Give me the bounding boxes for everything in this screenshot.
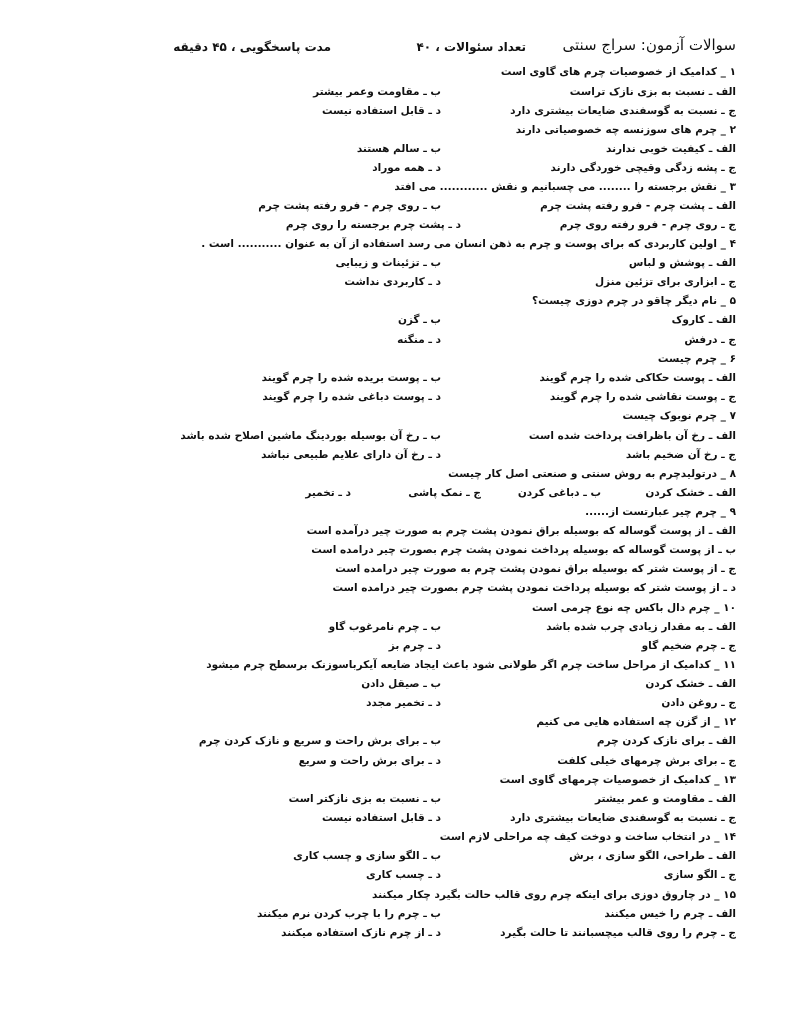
q6-option-a: الف ـ پوست حکاکی شده را چرم گویند bbox=[539, 372, 736, 384]
exam-title: سوالات آزمون: سراج سنتی bbox=[562, 36, 736, 54]
q15-option-c: ج ـ چرم را روی قالب میچسبانند تا حالت بگیرد bbox=[500, 927, 736, 939]
q13-option-a: الف ـ مقاومت و عمر بیشتر bbox=[594, 793, 736, 805]
question-5: ۵ _ نام دیگر چاقو در چرم دوزی چیست؟ bbox=[532, 295, 736, 307]
q4-option-a: الف ـ پوشش و لباس bbox=[628, 257, 736, 269]
question-4: ۴ _ اولین کاربردی که برای پوست و چرم به ذهن انسان می رسد استفاده از آن به عنوان ........... است . bbox=[201, 238, 736, 250]
q3-option-d: د ـ پشت چرم برجسته را روی چرم bbox=[285, 219, 461, 231]
question-8: ۸ _ درتولیدچرم به روش سنتی و صنعتی اصل کار چیست bbox=[448, 468, 736, 480]
q1-option-b: ب ـ مقاومت وعمر بیشتر bbox=[313, 86, 441, 98]
q6-option-b: ب ـ پوست بریده شده را چرم گویند bbox=[261, 372, 441, 384]
question-12: ۱۲ _ از گزن چه استفاده هایی می کنیم bbox=[536, 716, 736, 728]
question-2: ۲ _ چرم های سوزنسه چه خصوصیاتی دارند bbox=[515, 124, 736, 136]
q9-option-c: ج ـ از پوست شتر که بوسیله براق نمودن پشت چرم به صورت چیر درامده است bbox=[335, 563, 736, 575]
q11-option-b: ب ـ صیقل دادن bbox=[361, 678, 441, 690]
q12-option-b: ب ـ برای برش راحت و سریع و نازک کردن چرم bbox=[198, 735, 441, 747]
q15-option-b: ب ـ چرم را با چرب کردن نرم میکنند bbox=[256, 908, 441, 920]
question-9: ۹ _ چرم چیر عبارتست از...... bbox=[585, 506, 736, 518]
q1-option-a: الف ـ نسبت به بزی نازک تراست bbox=[569, 86, 736, 98]
q3-option-c: ج ـ روی چرم - فرو رفته روی چرم bbox=[559, 219, 736, 231]
q8-option-b: ب ـ دباغی کردن bbox=[517, 487, 601, 499]
q6-option-d: د ـ پوست دباغی شده را چرم گویند bbox=[262, 391, 441, 403]
q1-option-d: د ـ قابل استفاده نیست bbox=[321, 105, 441, 117]
question-11: ۱۱ _ کدامیک از مراحل ساخت چرم اگر طولانی شود باعث ایجاد ضایعه آیکرباسوزنک برسطح چرم میشود bbox=[206, 659, 736, 671]
q3-option-a: الف ـ پشت چرم - فرو رفته پشت چرم bbox=[540, 200, 736, 212]
q5-option-c: ج ـ درفش bbox=[684, 334, 736, 346]
question-14: ۱۴ _ در انتخاب ساخت و دوخت کیف چه مراحلی لازم است bbox=[439, 831, 736, 843]
q5-option-a: الف ـ کاروک bbox=[671, 314, 736, 326]
q12-option-d: د ـ برای برش راحت و سریع bbox=[298, 755, 441, 767]
q7-option-a: الف ـ رخ آن باظرافت پرداخت شده است bbox=[528, 430, 736, 442]
q13-option-b: ب ـ نسبت به بزی نازکتر است bbox=[288, 793, 441, 805]
question-15: ۱۵ _ در چاروق دوزی برای اینکه چرم روی قالب حالت بگیرد چکار میکنند bbox=[372, 889, 736, 901]
q14-option-c: ج ـ الگو سازی bbox=[663, 869, 736, 881]
q13-option-d: د ـ قابل استفاده نیست bbox=[321, 812, 441, 824]
question-1: ۱ _ کدامیک از خصوصیات چرم های گاوی است bbox=[500, 66, 736, 78]
q10-option-c: ج ـ چرم ضخیم گاو bbox=[641, 640, 736, 652]
q7-option-d: د ـ رخ آن دارای علایم طبیعی نباشد bbox=[261, 449, 441, 461]
q2-option-d: د ـ همه موراد bbox=[372, 162, 441, 174]
q7-option-b: ب ـ رخ آن بوسیله بوردینگ ماشین اصلاح شده باشد bbox=[180, 430, 441, 442]
question-7: ۷ _ چرم نوبوک چیست bbox=[622, 410, 736, 422]
q9-option-b: ب ـ از پوست گوساله که بوسیله پرداخت نمودن پشت چرم بصورت چیر درامده است bbox=[311, 544, 736, 556]
q10-option-b: ب ـ چرم نامرغوب گاو bbox=[328, 621, 441, 633]
q10-option-a: الف ـ به مقدار زیادی چرب شده باشد bbox=[546, 621, 736, 633]
q4-option-c: ج ـ ابزاری برای تزئین منزل bbox=[594, 276, 736, 288]
q5-option-d: د ـ منگنه bbox=[397, 334, 441, 346]
question-13: ۱۳ _ کدامیک از خصوصیات چرمهای گاوی است bbox=[499, 774, 736, 786]
q9-option-a: الف ـ از پوست گوساله که بوسیله براق نمودن پشت چرم به صورت چیر درآمده است bbox=[306, 525, 736, 537]
q2-option-b: ب ـ سالم هستند bbox=[356, 143, 441, 155]
q11-option-a: الف ـ خشک کردن bbox=[645, 678, 736, 690]
q4-option-b: ب ـ تزئینات و زیبایی bbox=[335, 257, 441, 269]
q14-option-b: ب ـ الگو سازی و چسب کاری bbox=[293, 850, 441, 862]
q7-option-c: ج ـ رخ آن ضخیم باشد bbox=[625, 449, 736, 461]
q4-option-d: د ـ کاربردی نداشت bbox=[344, 276, 441, 288]
q14-option-d: د ـ چسب کاری bbox=[365, 869, 441, 881]
q2-option-c: ج ـ پشه زدگی وقیچی خوردگی دارند bbox=[550, 162, 736, 174]
q14-option-a: الف ـ طراحی، الگو سازی ، برش bbox=[569, 850, 736, 862]
q12-option-c: ج ـ برای برش چرمهای خیلی کلفت bbox=[557, 755, 736, 767]
q11-option-c: ج ـ روغن دادن bbox=[661, 697, 736, 709]
q9-option-d: د ـ از پوست شتر که بوسیله پرداخت نمودن پشت چرم بصورت چیر درامده است bbox=[332, 582, 736, 594]
question-count: تعداد سئوالات ، ۴۰ bbox=[416, 40, 526, 54]
q8-option-d: د ـ تخمیر bbox=[305, 487, 351, 499]
q11-option-d: د ـ تخمیر مجدد bbox=[366, 697, 441, 709]
q13-option-c: ج ـ نسبت به گوسفندی ضایعات بیشتری دارد bbox=[510, 812, 736, 824]
q3-option-b: ب ـ روی چرم - فرو رفته پشت چرم bbox=[258, 200, 441, 212]
question-10: ۱۰ _ چرم دال باکس چه نوع چرمی است bbox=[532, 602, 736, 614]
question-3: ۳ _ نقش برجسته را ........ می چسبانیم و نقش ............ می افتد bbox=[394, 181, 736, 193]
q8-option-a: الف ـ خشک کردن bbox=[645, 487, 736, 499]
q15-option-a: الف ـ چرم را خیس میکنند bbox=[604, 908, 736, 920]
q1-option-c: ج ـ نسبت به گوسفندی ضایعات بیشتری دارد bbox=[510, 105, 736, 117]
q12-option-a: الف ـ برای نازک کردن چرم bbox=[596, 735, 736, 747]
q15-option-d: د ـ از چرم نازک استفاده میکنند bbox=[281, 927, 441, 939]
q8-option-c: ج ـ نمک پاشی bbox=[408, 487, 481, 499]
question-6: ۶ _ چرم چیست bbox=[657, 353, 736, 365]
q10-option-d: د ـ چرم بز bbox=[388, 640, 441, 652]
q5-option-b: ب ـ گزن bbox=[397, 314, 441, 326]
q6-option-c: ج ـ پوست نقاشی شده را چرم گویند bbox=[549, 391, 736, 403]
exam-duration: مدت پاسخگویی ، ۴۵ دقیقه bbox=[173, 40, 331, 54]
q2-option-a: الف ـ کیفیت خوبی ندارند bbox=[606, 143, 736, 155]
